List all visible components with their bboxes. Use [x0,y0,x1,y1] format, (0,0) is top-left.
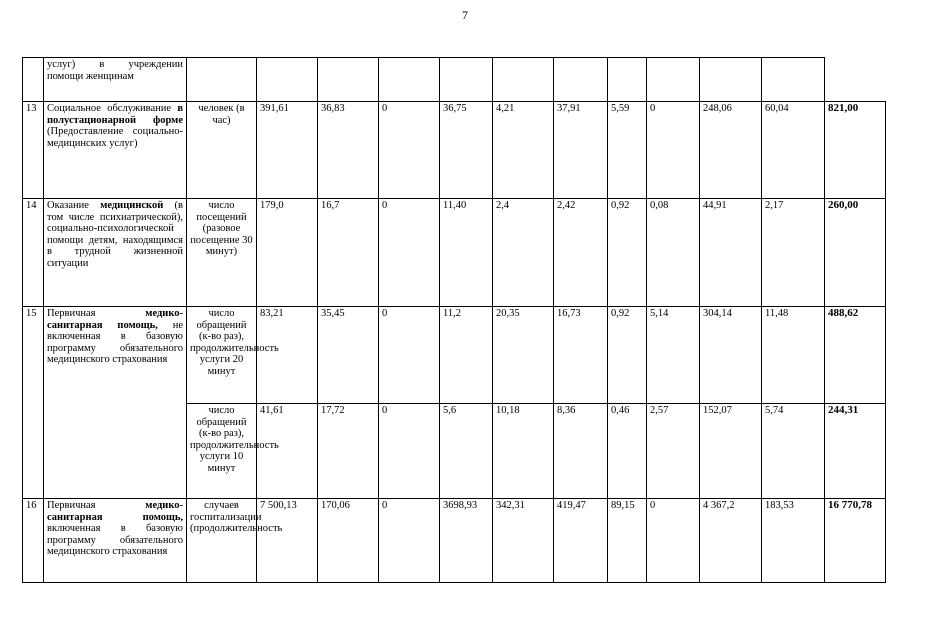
value-cell: 304,14 [700,307,762,404]
page-number: 7 [462,8,468,22]
value-cell: 0 [379,404,440,499]
unit-cell: число обращений (к-во раз), продолжительность услуги 20 минут [187,307,257,404]
service-text-c: (в том числе психиатрической), социально-психологической помощи детям, находящимся в трудной жизненной ситуации [47,200,183,269]
total-cell: 488,62 [825,307,886,404]
unit-cell: число обращений (к-во раз), продолжительность услуги 10 минут [187,404,257,499]
value-cell: 342,31 [493,499,554,583]
total-cell: 16 770,78 [825,499,886,583]
value-cell: 0,92 [608,307,647,404]
value-cell: 3698,93 [440,499,493,583]
service-name-cell [44,58,187,102]
unit-cell: человек (в час) [187,102,257,199]
value-cell: 20,35 [493,307,554,404]
value-cell: 4 367,2 [700,499,762,583]
unit-cell [187,58,257,102]
table-row [23,499,886,583]
value-cell [257,58,318,102]
service-text-line: услуг) в учреждении [47,59,183,70]
value-cell: 10,18 [493,404,554,499]
table-row [23,307,886,404]
row-number-cell: 15 [23,307,44,499]
table-row-continuation [23,58,886,102]
value-cell: 0,46 [608,404,647,499]
value-cell: 183,53 [762,499,825,583]
table-row [23,199,886,307]
value-cell: 2,17 [762,199,825,307]
value-cell: 44,91 [700,199,762,307]
value-cell: 0 [379,102,440,199]
value-cell: 37,91 [554,102,608,199]
value-cell: 4,21 [493,102,554,199]
service-name-cell [44,102,187,199]
value-cell: 11,48 [762,307,825,404]
value-cell: 391,61 [257,102,318,199]
service-text-b: медико-санитарная помощь, [47,500,183,523]
value-cell: 0 [379,499,440,583]
value-cell [493,58,554,102]
service-text-c: (Предоставление социально-медицинских услуг) [47,126,183,149]
tariff-table [22,57,886,583]
row-number-cell [23,58,44,102]
service-text-line: помощи женщинам [47,70,134,82]
value-cell [379,58,440,102]
service-text-a: Первичная [47,500,96,511]
value-cell: 83,21 [257,307,318,404]
value-cell [554,58,608,102]
value-cell [700,58,762,102]
service-text-c: не включенная в базовую программу обязательного медицинского страхования [47,319,183,366]
service-text-a: Первичная [47,308,96,319]
value-cell: 0,08 [647,199,700,307]
value-cell: 152,07 [700,404,762,499]
value-cell: 7 500,13 [257,499,318,583]
service-name-cell [44,199,187,307]
value-cell: 8,36 [554,404,608,499]
value-cell: 17,72 [318,404,379,499]
total-cell: 821,00 [825,102,886,199]
value-cell: 248,06 [700,102,762,199]
total-cell: 244,31 [825,404,886,499]
value-cell: 16,73 [554,307,608,404]
value-cell: 0 [379,307,440,404]
value-cell: 0 [379,199,440,307]
value-cell [647,58,700,102]
total-cell: 260,00 [825,199,886,307]
row-number-cell: 16 [23,499,44,583]
value-cell: 41,61 [257,404,318,499]
value-cell: 11,2 [440,307,493,404]
unit-cell: случаев госпитализации (продолжительность [187,499,257,583]
service-text-b: в полустационарной форме [47,103,183,126]
service-text-b: медико-санитарная помощь, [47,308,183,331]
value-cell: 2,4 [493,199,554,307]
service-name-cell [44,307,187,499]
value-cell: 36,83 [318,102,379,199]
row-number-cell: 13 [23,102,44,199]
service-text-b: медицинской [100,200,164,211]
value-cell: 16,7 [318,199,379,307]
service-text-a: Социальное обслуживание [47,103,172,114]
value-cell: 35,45 [318,307,379,404]
table-row [23,102,886,199]
value-cell: 5,74 [762,404,825,499]
value-cell: 419,47 [554,499,608,583]
value-cell: 0,92 [608,199,647,307]
value-cell: 60,04 [762,102,825,199]
value-cell [440,58,493,102]
value-cell: 11,40 [440,199,493,307]
value-cell: 2,57 [647,404,700,499]
service-name-cell [44,499,187,583]
value-cell: 2,42 [554,199,608,307]
value-cell: 5,59 [608,102,647,199]
value-cell: 0 [647,499,700,583]
value-cell: 36,75 [440,102,493,199]
service-text-a: Оказание [47,200,89,211]
value-cell: 0 [647,102,700,199]
value-cell: 89,15 [608,499,647,583]
unit-cell: число посещений (разовое посещение 30 минут) [187,199,257,307]
total-cell [762,58,825,102]
value-cell [318,58,379,102]
value-cell: 170,06 [318,499,379,583]
value-cell: 179,0 [257,199,318,307]
value-cell: 5,14 [647,307,700,404]
service-text-c: включенная в базовую программу обязательного медицинского страхования [47,523,183,558]
value-cell [608,58,647,102]
value-cell: 5,6 [440,404,493,499]
row-number-cell: 14 [23,199,44,307]
